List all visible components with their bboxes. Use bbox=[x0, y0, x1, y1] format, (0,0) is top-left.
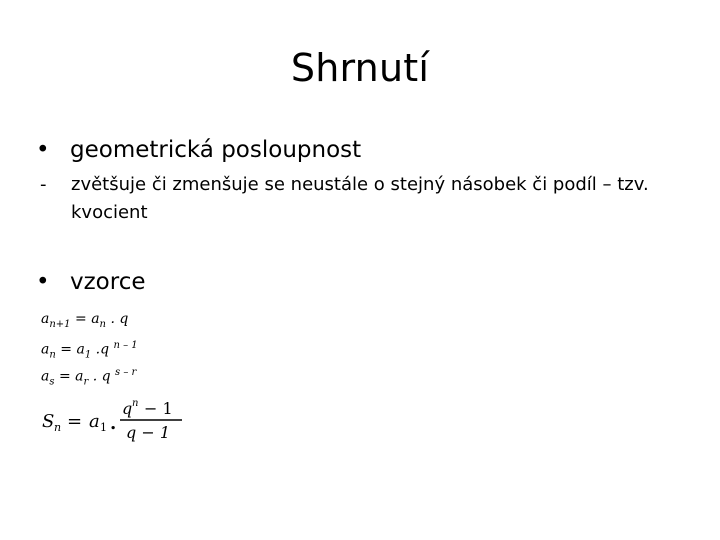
formula-equals: = bbox=[54, 368, 76, 385]
sum-equals: = bbox=[67, 411, 83, 432]
bullet-marker: • bbox=[36, 137, 50, 163]
formula-subscript: n+1 bbox=[49, 318, 71, 330]
sum-a-subscript: 1 bbox=[100, 421, 107, 434]
formula-subscript: s bbox=[49, 376, 55, 388]
bullet-item-geometric-sequence bbox=[36, 136, 361, 164]
formula-term: a bbox=[75, 368, 84, 385]
sum-symbol: S bbox=[42, 411, 55, 432]
dash-marker: - bbox=[40, 174, 47, 195]
formula-term: a bbox=[41, 311, 50, 327]
fraction-numerator-q: q bbox=[122, 399, 133, 418]
fraction-denominator: q − 1 bbox=[126, 423, 170, 442]
formula-nth-term bbox=[41, 337, 138, 364]
sub-item-definition bbox=[36, 171, 696, 227]
formula-recursive bbox=[41, 310, 128, 334]
sum-multiply-dot: . bbox=[110, 413, 117, 434]
formula-relation bbox=[41, 364, 136, 391]
slide-title: Shrnutí bbox=[290, 46, 430, 90]
formula-term: a bbox=[41, 368, 50, 385]
formula-equals: = bbox=[55, 341, 77, 358]
sub-item-text: zvětšuje či zmenšuje se neustále o stejný násobek či podíl – tzv. kvocient bbox=[71, 174, 649, 223]
formula-term: a bbox=[41, 341, 50, 358]
formula-subscript: 1 bbox=[84, 349, 92, 361]
formula-subscript: r bbox=[83, 376, 89, 388]
bullet-text: vzorce bbox=[70, 269, 146, 295]
bullet-item-formulas bbox=[36, 268, 146, 296]
formula-superscript: n – 1 bbox=[113, 340, 138, 351]
formula-term: a bbox=[76, 341, 85, 358]
bullet-text: geometrická posloupnost bbox=[70, 137, 362, 163]
formula-tail: .q bbox=[91, 341, 114, 358]
sum-a-term: a bbox=[89, 411, 100, 432]
formula-term: a bbox=[91, 311, 100, 327]
formula-sum-image bbox=[42, 396, 192, 444]
formula-tail: . q bbox=[88, 368, 116, 385]
bullet-marker: • bbox=[36, 269, 50, 295]
fraction-numerator-exponent: n bbox=[132, 398, 139, 409]
sum-subscript: n bbox=[54, 421, 62, 434]
formula-tail: . q bbox=[106, 311, 129, 327]
fraction-numerator-tail: − 1 bbox=[144, 399, 173, 418]
formula-subscript: n bbox=[49, 349, 56, 361]
formula-superscript: s – r bbox=[115, 367, 137, 378]
formula-subscript: n bbox=[99, 318, 106, 330]
formula-equals: = bbox=[70, 311, 92, 327]
